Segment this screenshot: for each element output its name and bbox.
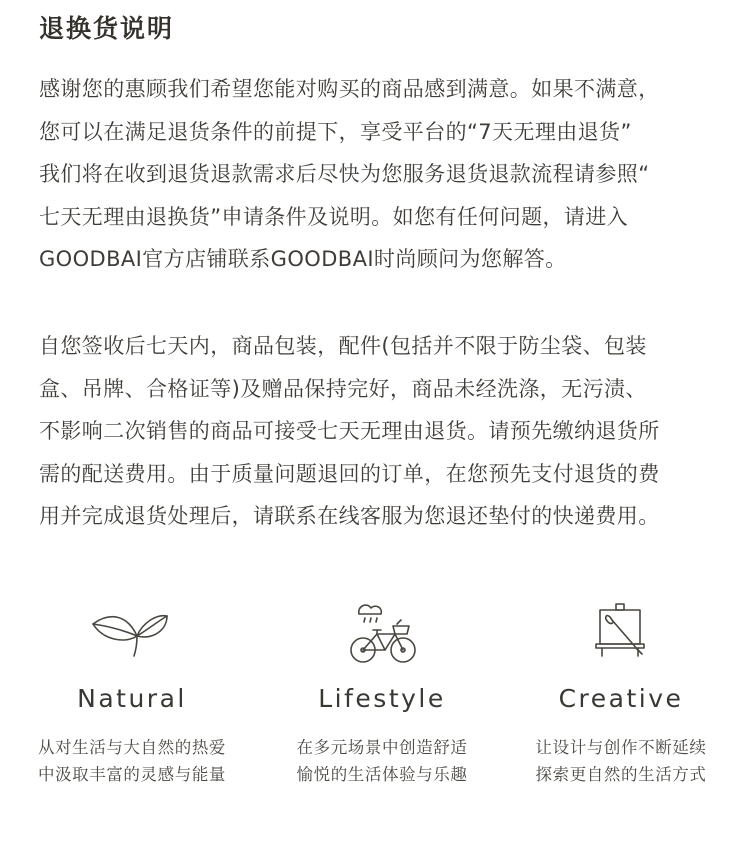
feature-title: Natural	[77, 684, 187, 713]
feature-title: Lifestyle	[318, 684, 446, 713]
feature-description-line: 从对生活与大自然的热爱	[37, 738, 227, 757]
paragraph-line: 用并完成退货处理后，请联系在线客服为您退还垫付的快递费用。	[39, 504, 660, 528]
easel-brush-icon	[576, 600, 666, 666]
paragraph-line: 自您签收后七天内，商品包装，配件(包括并不限于防尘袋、包装	[39, 334, 647, 358]
return-conditions-paragraph	[39, 325, 719, 538]
paragraph-line: 感谢您的惠顾我们希望您能对购买的商品感到满意。如果不满意，	[39, 77, 660, 101]
paragraph-line: 我们将在收到退货退款需求后尽快为您服务退货退款流程请参照“	[39, 162, 650, 186]
feature-description-line: 中汲取丰富的灵感与能量	[37, 765, 227, 784]
leaves-icon	[87, 600, 177, 666]
feature-natural	[12, 600, 252, 788]
paragraph-line: 盒、吊牌、合格证等)及赠品保持完好，商品未经洗涤，无污渍、	[39, 376, 647, 401]
paragraph-line: 不影响二次销售的商品可接受七天无理由退货。请预先缴纳退货所	[39, 419, 660, 443]
feature-lifestyle	[262, 600, 502, 788]
paragraph-line: 您可以在满足退货条件的前提下，享受平台的“7天无理由退货”	[39, 119, 632, 144]
feature-description-line: 让设计与创作不断延续	[535, 738, 707, 757]
paragraph-line: 七天无理由退换货”申请条件及说明。如您有任何问题，请进入	[39, 204, 629, 229]
feature-description	[501, 734, 741, 788]
page-title: 退换货说明	[39, 14, 175, 43]
brand-features	[0, 600, 750, 820]
paragraph-line: GOODBAI官方店铺联系GOODBAI时尚顾问为您解答。	[39, 247, 567, 271]
feature-description	[262, 734, 502, 788]
feature-description-line: 在多元场景中创造舒适	[296, 738, 468, 757]
feature-title: Creative	[558, 684, 684, 713]
feature-description-line: 探索更自然的生活方式	[535, 765, 707, 784]
return-intro-paragraph	[39, 68, 719, 281]
feature-description-line: 愉悦的生活体验与乐趣	[296, 765, 468, 784]
feature-creative	[501, 600, 741, 788]
feature-description	[12, 734, 252, 788]
bicycle-icon	[337, 600, 427, 666]
paragraph-line: 需的配送费用。由于质量问题退回的订单，在您预先支付退货的费	[39, 461, 660, 486]
